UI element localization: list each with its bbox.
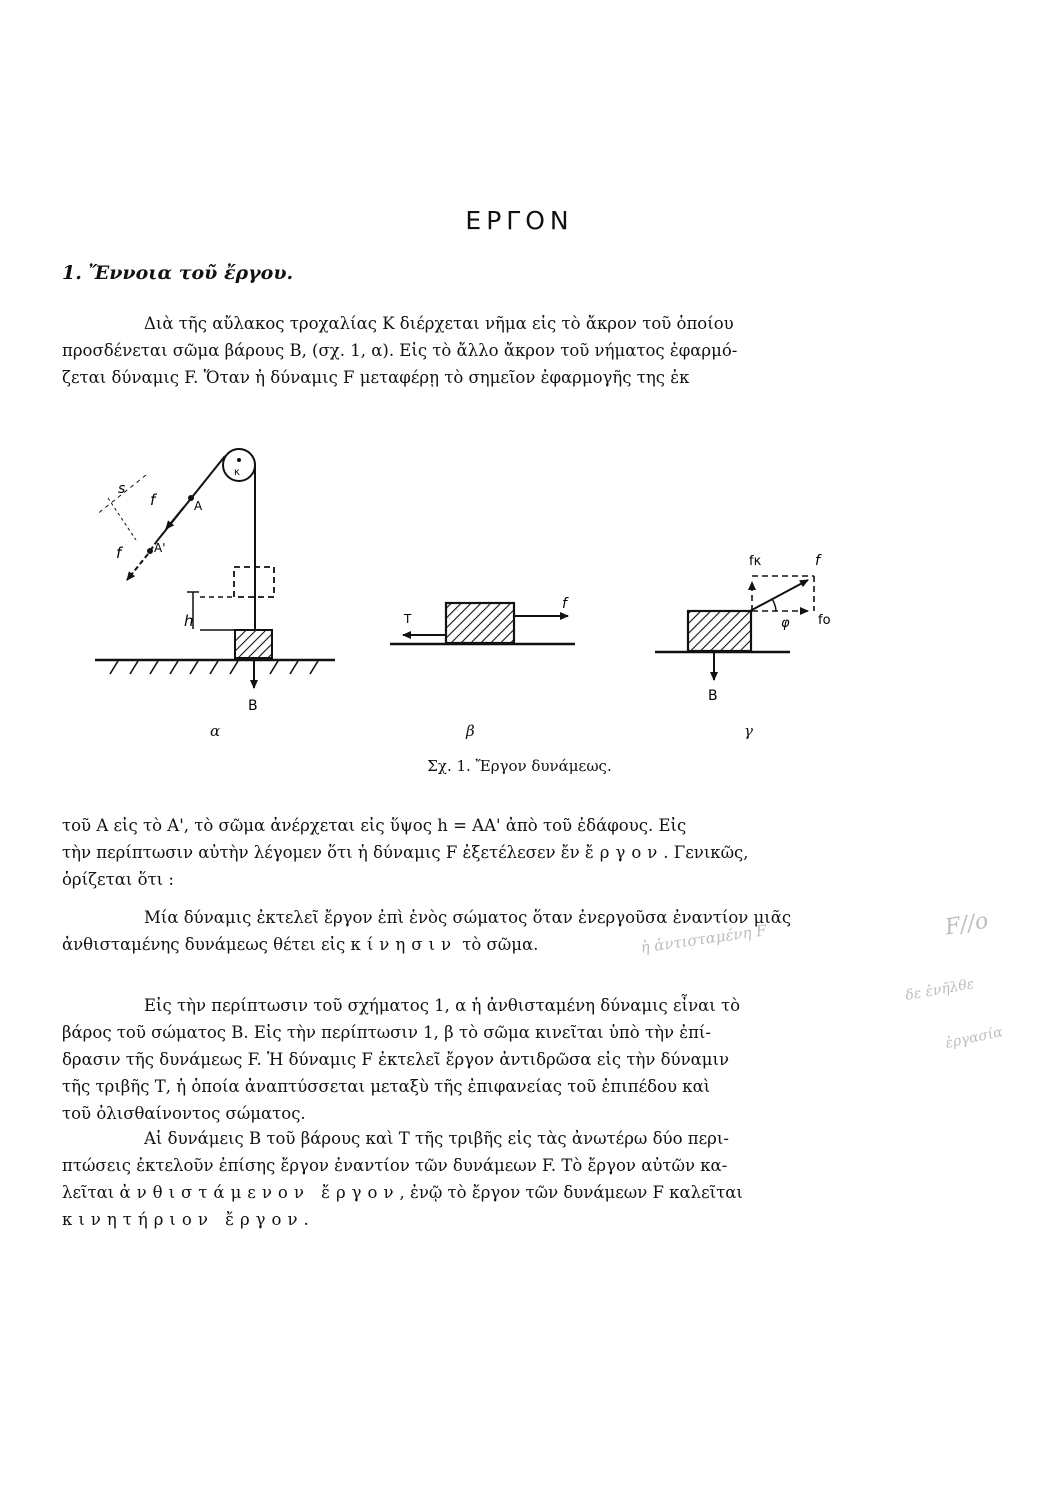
emphasis-ergon: ἔργον — [584, 843, 664, 862]
subfigure-b — [390, 596, 575, 644]
subfigure-label-c: γ — [744, 722, 753, 740]
figure-work-of-force — [0, 430, 1039, 760]
margin-note: F//o — [943, 908, 991, 941]
margin-note: ἐργασία — [943, 1024, 1005, 1052]
text-line: ζεται δύναμις F. Ὅταν ἡ δύναμις F μεταφέρῃ τὸ σημεῖον ἐφαρμογῆς της ἐκ — [62, 368, 690, 387]
margin-note: ἡ ἀντισταμένη F — [639, 921, 768, 957]
paragraph-resisting-work — [62, 1125, 874, 1233]
margin-note: δε ἐνῆλθε — [904, 976, 976, 1004]
page-title: ΕΡΓΟΝ — [465, 206, 574, 235]
emphasis-kinesin: κίνησιν — [350, 935, 457, 954]
paragraph-intro — [62, 310, 874, 391]
text-line: Εἰς τὴν περίπτωσιν τοῦ σχήματος 1, α ἡ ἀνθισταμένη δύναμις εἶναι τὸ — [144, 996, 741, 1015]
text-line: ἀνθισταμένης δυνάμεως θέτει εἰς κίνησιν τὸ σῶμα. — [62, 935, 539, 954]
svg-text:Β: Β — [708, 688, 718, 704]
force-arrow-inclined — [750, 580, 808, 611]
point-a-prime-label: Α' — [154, 541, 166, 555]
text-line: Αἱ δυνάμεις Β τοῦ βάρους καὶ Τ τῆς τριβῆς εἰς τὰς ἀνωτέρω δύο περι- — [144, 1129, 729, 1148]
text-line: Μία δύναμις ἐκτελεῖ ἔργον ἐπὶ ἑνὸς σώματος ὅταν ἐνεργοῦσα ἐναντίον μιᾶς — [144, 908, 792, 927]
angle-label: φ — [781, 616, 790, 631]
force-f-label: f — [150, 491, 156, 509]
weight-b-label: Β — [248, 698, 258, 714]
block-c — [688, 611, 751, 651]
paragraph-cases — [62, 992, 874, 1127]
text-line: τῆς τριβῆς Τ, ἡ ὁποία ἀναπτύσσεται μεταξὺ τῆς ἐπιφανείας τοῦ ἐπιπέδου καὶ — [62, 1077, 711, 1096]
text-line: προσδένεται σῶμα βάρους Β, (σχ. 1, α). Εἰς τὸ ἄλλο ἄκρον τοῦ νήματος ἐφαρμό- — [62, 341, 738, 360]
f-vertical-label: fκ — [749, 554, 762, 569]
text-line: κινητήριον ἔργον. — [62, 1210, 309, 1229]
text-line: Διὰ τῆς αὔλακος τροχαλίας Κ διέρχεται νῆμα εἰς τὸ ἄκρον τοῦ ὁποίου — [144, 314, 734, 333]
text-line: δρασιν τῆς δυνάμεως F. Ἡ δύναμις F ἐκτελεῖ ἔργον ἀντιδρῶσα εἰς τὴν δύναμιν — [62, 1050, 729, 1069]
point-a-label: Α — [194, 499, 203, 513]
text-line: τοῦ ὀλισθαίνοντος σώματος. — [62, 1104, 306, 1123]
text-line: λεῖται ἀνθιστάμενον ἔργον, ἐνῷ τὸ ἔργον τῶν δυνάμεων F καλεῖται — [62, 1183, 743, 1202]
text-line: βάρος τοῦ σώματος Β. Εἰς τὴν περίπτωσιν 1, β τὸ σῶμα κινεῖται ὑπὸ τὴν ἐπί- — [62, 1023, 711, 1042]
point-a-prime — [147, 548, 153, 554]
distance-s-label: s — [118, 481, 126, 497]
friction-t-label: Τ — [404, 612, 412, 626]
figure-caption: Σχ. 1. Ἔργον δυνάμεως. — [427, 757, 612, 775]
subfigure-label-b: β — [466, 722, 475, 740]
subfigure-c — [655, 553, 831, 704]
text-line: πτώσεις ἐκτελοῦν ἐπίσης ἔργον ἐναντίον τῶν δυνάμεων F. Τὸ ἔργον αὐτῶν κα- — [62, 1156, 728, 1175]
svg-text:f: f — [562, 596, 567, 612]
block-b — [446, 603, 514, 643]
section-heading: 1. Ἔννοια τοῦ ἔργου. — [62, 262, 294, 284]
pulley-label: κ — [234, 467, 240, 478]
f-horizontal-label: fο — [818, 613, 831, 628]
text-line: τοῦ Α εἰς τὸ Α', τὸ σῶμα ἀνέρχεται εἰς ὕψος h = ΑΑ' ἀπὸ τοῦ ἐδάφους. Εἰς — [62, 816, 687, 835]
svg-text:f: f — [116, 544, 122, 562]
emphasis-driving-work: κινητήριον ἔργον — [62, 1210, 304, 1229]
svg-text:f: f — [815, 553, 820, 569]
height-h-label: h — [184, 612, 194, 630]
block-a — [235, 630, 272, 658]
emphasis-resisting-work: ἀνθιστάμενον ἔργον — [119, 1183, 400, 1202]
text-line: ὁρίζεται ὅτι : — [62, 870, 174, 889]
subfigure-label-a: α — [210, 722, 221, 740]
paragraph-definition — [62, 812, 874, 893]
subfigure-a — [95, 449, 335, 714]
text-line: τὴν περίπτωσιν αὐτὴν λέγομεν ὅτι ἡ δύναμις F ἐξετέλεσεν ἔν ἔργον. Γενικῶς, — [62, 843, 749, 862]
